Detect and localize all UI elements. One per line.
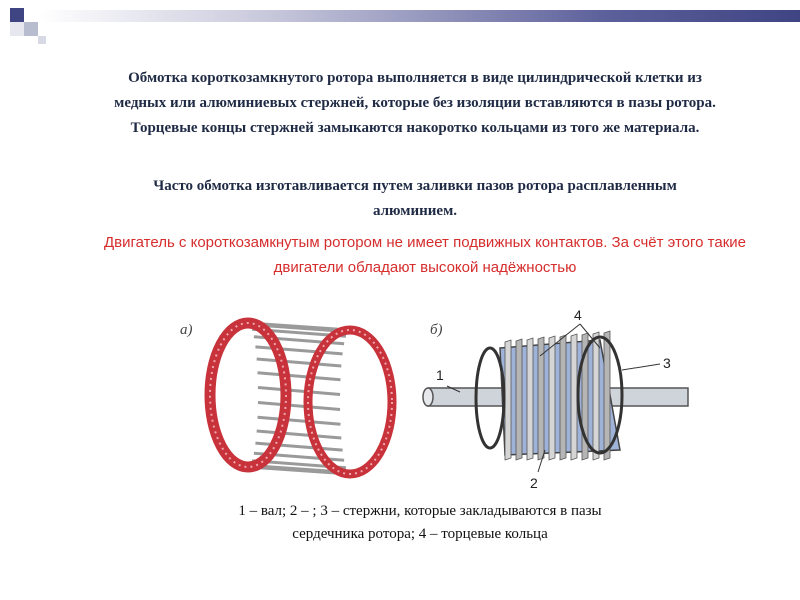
cage-bar [258,387,340,394]
rotor-fin [593,332,599,460]
cage-bar [258,373,341,380]
rotor-fin [527,338,533,460]
figure-caption: 1 – вал; 2 – ; 3 – стержни, которые закладываются в пазы сердечника ротора; 4 – торцевые кольца [238,503,602,542]
cage-bar [255,347,342,354]
decor-square [24,22,38,36]
figure-label-b: б) [430,322,443,338]
rotor-fin [604,331,610,460]
paragraph-winding-description: Обмотка короткозамкнутого ротора выполняется в виде цилиндрической клетки из медных или алюминиевых стержней, которые без изоляции вставляются в пазы ротора. Торцевые концы стержней замыкаются накоротко кольцами из того же материала. [114,70,716,136]
rotor-fin [549,336,555,460]
cage-bar [257,359,342,366]
rotor-illustration [160,300,720,500]
paragraph-reliability: Двигатель с короткозамкнутым ротором не имеет подвижных контактов. За счёт этого такие двигатели обладают высокой надёжностью [103,234,747,276]
cage-bar [257,431,342,438]
decor-square [10,8,24,22]
cage-bar [258,403,340,410]
paragraph-casting: Часто обмотка изготавливается путем заливки пазов ротора расплавленным алюминием. [153,178,677,219]
header-gradient-bar [40,10,800,22]
shaft-end [423,388,433,406]
decor-square [38,36,46,44]
cage-bar [258,417,341,424]
figure-label-a: а) [180,322,193,338]
squirrel-cage-drawing [210,323,392,474]
rotor-fin [571,334,577,460]
callout-1: 1 [436,367,444,383]
rotor-assembly-drawing [423,331,688,460]
rotor-fin [505,340,511,460]
rotor-fin [516,339,522,460]
decor-square [10,22,24,36]
rotor-fin [560,335,566,460]
slide-header-decoration [0,0,800,52]
callout-3: 3 [663,355,671,371]
callout-2: 2 [530,475,538,491]
callout-4: 4 [574,307,582,323]
cage-bars [248,323,350,474]
callout-line-3 [622,364,660,370]
